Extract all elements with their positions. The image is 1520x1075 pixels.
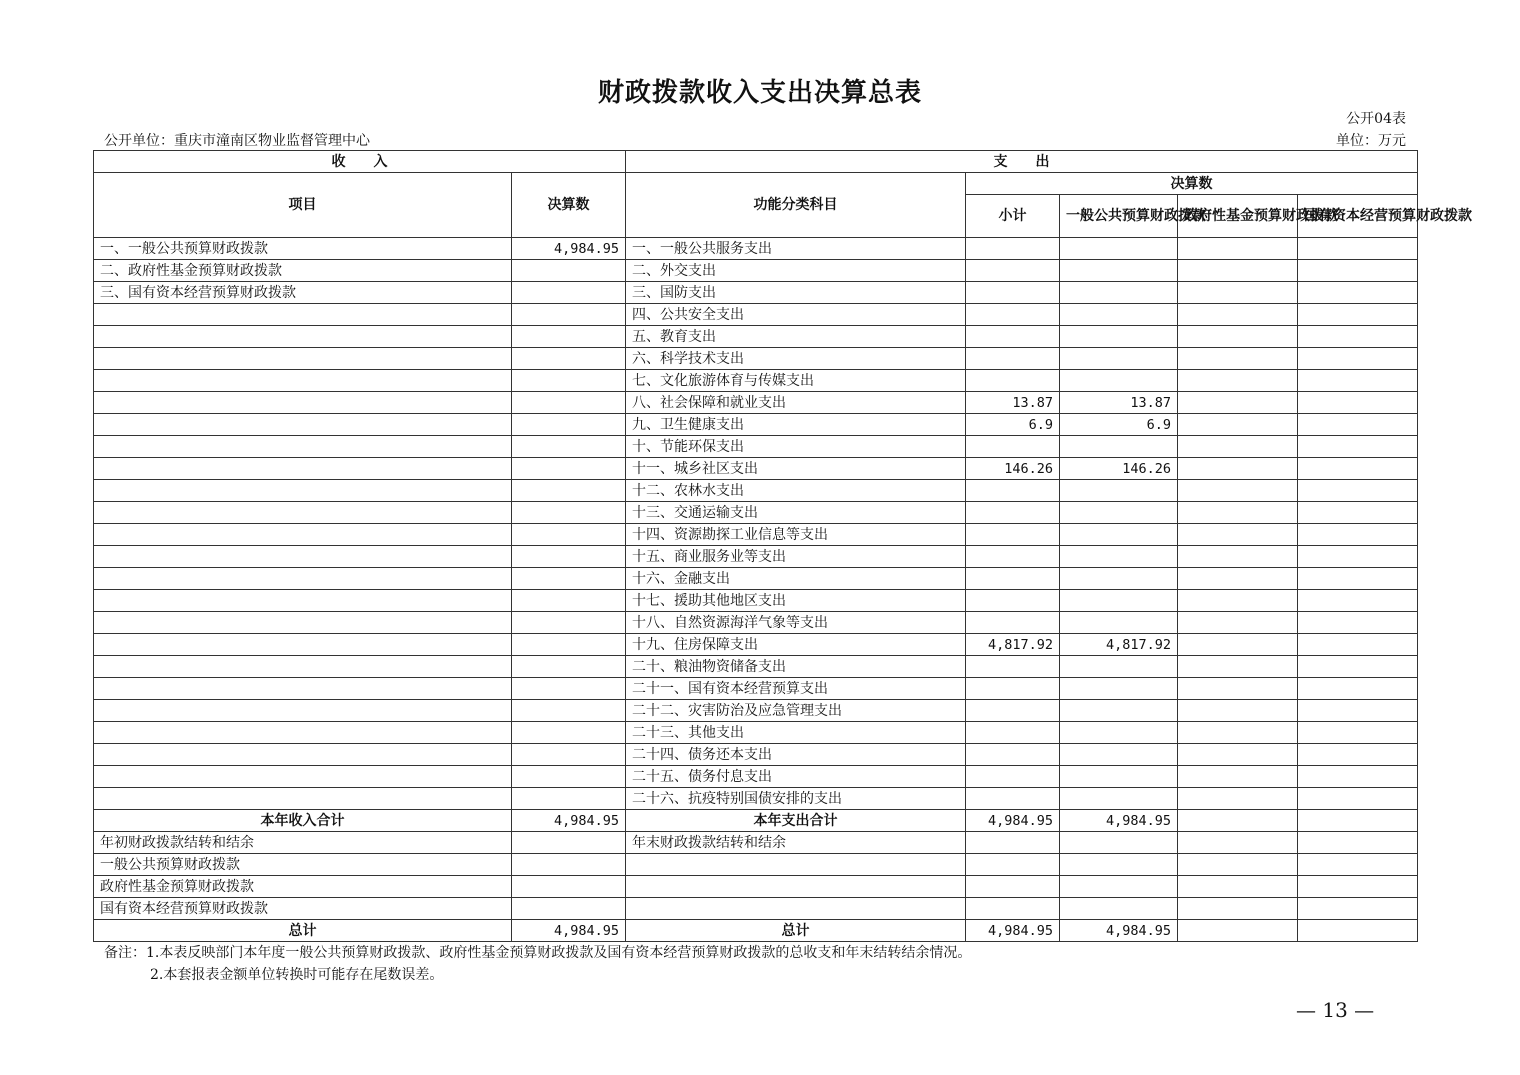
subtotal-value bbox=[966, 722, 1060, 744]
carryover-row bbox=[94, 832, 1418, 854]
amount-header: 决算数 bbox=[512, 173, 626, 238]
income-amount bbox=[512, 458, 626, 480]
function-item: 二十、粮油物资储备支出 bbox=[626, 656, 966, 678]
subtotal-value bbox=[966, 678, 1060, 700]
carryover-function-item: 年末财政拨款结转和结余 bbox=[626, 832, 966, 854]
fund-value bbox=[1178, 260, 1298, 282]
function-item: 十八、自然资源海洋气象等支出 bbox=[626, 612, 966, 634]
carryover-state bbox=[1298, 854, 1418, 876]
header-row-2 bbox=[94, 173, 1418, 195]
carryover-fund bbox=[1178, 898, 1298, 920]
fund-value bbox=[1178, 568, 1298, 590]
carryover-function-item bbox=[626, 854, 966, 876]
income-item bbox=[94, 590, 512, 612]
function-item: 二十一、国有资本经营预算支出 bbox=[626, 678, 966, 700]
income-amount bbox=[512, 612, 626, 634]
income-item bbox=[94, 678, 512, 700]
table-row bbox=[94, 458, 1418, 480]
table-row bbox=[94, 590, 1418, 612]
income-item bbox=[94, 700, 512, 722]
subtotal-header: 小计 bbox=[966, 195, 1060, 238]
state-value bbox=[1298, 678, 1418, 700]
income-item bbox=[94, 414, 512, 436]
table-row bbox=[94, 612, 1418, 634]
fund-value bbox=[1178, 524, 1298, 546]
subtotal-value bbox=[966, 546, 1060, 568]
fund-value bbox=[1178, 590, 1298, 612]
fund-value bbox=[1178, 370, 1298, 392]
state-value bbox=[1298, 238, 1418, 260]
income-amount bbox=[512, 282, 626, 304]
table-row bbox=[94, 700, 1418, 722]
fund-value bbox=[1178, 480, 1298, 502]
general-value bbox=[1060, 524, 1178, 546]
income-item bbox=[94, 436, 512, 458]
carryover-income-item: 年初财政拨款结转和结余 bbox=[94, 832, 512, 854]
income-item bbox=[94, 612, 512, 634]
fund-value bbox=[1178, 722, 1298, 744]
general-value bbox=[1060, 260, 1178, 282]
carryover-fund bbox=[1178, 854, 1298, 876]
general-total: 4,984.95 bbox=[1060, 810, 1178, 832]
carryover-state bbox=[1298, 876, 1418, 898]
income-amount bbox=[512, 590, 626, 612]
income-amount bbox=[512, 634, 626, 656]
subtotal-value bbox=[966, 656, 1060, 678]
state-value bbox=[1298, 458, 1418, 480]
state-value bbox=[1298, 304, 1418, 326]
year-total-row bbox=[94, 810, 1418, 832]
fund-value bbox=[1178, 700, 1298, 722]
fund-budget-header: 政府性基金预算财政拨款 bbox=[1178, 195, 1298, 238]
function-item: 六、科学技术支出 bbox=[626, 348, 966, 370]
fund-value bbox=[1178, 458, 1298, 480]
income-amount: 4,984.95 bbox=[512, 238, 626, 260]
notes bbox=[104, 942, 971, 986]
income-item bbox=[94, 304, 512, 326]
fund-value bbox=[1178, 502, 1298, 524]
fund-value bbox=[1178, 546, 1298, 568]
carryover-state bbox=[1298, 832, 1418, 854]
carryover-row bbox=[94, 898, 1418, 920]
fund-value bbox=[1178, 392, 1298, 414]
general-value bbox=[1060, 326, 1178, 348]
income-item bbox=[94, 722, 512, 744]
income-item bbox=[94, 458, 512, 480]
general-value: 146.26 bbox=[1060, 458, 1178, 480]
grand-total-row bbox=[94, 920, 1418, 942]
form-number: 公开04表 bbox=[1346, 111, 1406, 127]
general-value bbox=[1060, 656, 1178, 678]
carryover-income-item: 一般公共预算财政拨款 bbox=[94, 854, 512, 876]
income-amount bbox=[512, 326, 626, 348]
function-item: 十五、商业服务业等支出 bbox=[626, 546, 966, 568]
table-row bbox=[94, 304, 1418, 326]
fund-value bbox=[1178, 238, 1298, 260]
fund-value bbox=[1178, 304, 1298, 326]
function-item: 一、一般公共服务支出 bbox=[626, 238, 966, 260]
table-row bbox=[94, 238, 1418, 260]
state-value bbox=[1298, 436, 1418, 458]
income-item bbox=[94, 370, 512, 392]
general-value bbox=[1060, 766, 1178, 788]
state-total bbox=[1298, 920, 1418, 942]
function-item: 八、社会保障和就业支出 bbox=[626, 392, 966, 414]
fund-value bbox=[1178, 436, 1298, 458]
table-row bbox=[94, 656, 1418, 678]
subtotal-value bbox=[966, 282, 1060, 304]
state-total bbox=[1298, 810, 1418, 832]
income-amount bbox=[512, 700, 626, 722]
carryover-row bbox=[94, 854, 1418, 876]
general-value bbox=[1060, 480, 1178, 502]
income-total-label: 本年收入合计 bbox=[94, 810, 512, 832]
income-amount bbox=[512, 678, 626, 700]
state-value bbox=[1298, 348, 1418, 370]
carryover-row bbox=[94, 876, 1418, 898]
carryover-subtotal bbox=[966, 854, 1060, 876]
general-value bbox=[1060, 502, 1178, 524]
function-item: 三、国防支出 bbox=[626, 282, 966, 304]
subtotal-value bbox=[966, 788, 1060, 810]
fund-value bbox=[1178, 326, 1298, 348]
function-item: 二十五、债务付息支出 bbox=[626, 766, 966, 788]
table-row bbox=[94, 524, 1418, 546]
income-item bbox=[94, 744, 512, 766]
carryover-income-amount bbox=[512, 832, 626, 854]
general-value bbox=[1060, 238, 1178, 260]
function-item: 十九、住房保障支出 bbox=[626, 634, 966, 656]
income-amount bbox=[512, 722, 626, 744]
expense-total-label: 本年支出合计 bbox=[626, 810, 966, 832]
income-amount bbox=[512, 546, 626, 568]
function-item: 七、文化旅游体育与传媒支出 bbox=[626, 370, 966, 392]
subtotal-value bbox=[966, 480, 1060, 502]
general-value bbox=[1060, 568, 1178, 590]
general-value bbox=[1060, 436, 1178, 458]
income-item: 三、国有资本经营预算财政拨款 bbox=[94, 282, 512, 304]
general-value: 13.87 bbox=[1060, 392, 1178, 414]
income-item bbox=[94, 480, 512, 502]
budget-table bbox=[93, 150, 1472, 942]
state-value bbox=[1298, 744, 1418, 766]
function-item: 十四、资源勘探工业信息等支出 bbox=[626, 524, 966, 546]
table-row bbox=[94, 370, 1418, 392]
subtotal-total: 4,984.95 bbox=[966, 810, 1060, 832]
table-row bbox=[94, 722, 1418, 744]
carryover-income-amount bbox=[512, 854, 626, 876]
carryover-subtotal bbox=[966, 876, 1060, 898]
table-row bbox=[94, 326, 1418, 348]
subtotal-value bbox=[966, 436, 1060, 458]
function-item: 十三、交通运输支出 bbox=[626, 502, 966, 524]
subtotal-total: 4,984.95 bbox=[966, 920, 1060, 942]
carryover-fund bbox=[1178, 832, 1298, 854]
income-amount bbox=[512, 502, 626, 524]
fund-total bbox=[1178, 920, 1298, 942]
function-item: 九、卫生健康支出 bbox=[626, 414, 966, 436]
note-1: 备注：1.本表反映部门本年度一般公共预算财政拨款、政府性基金预算财政拨款及国有资本经营预算财政拨款的总收支和年末结转结余情况。 bbox=[104, 945, 972, 961]
income-item bbox=[94, 766, 512, 788]
income-amount bbox=[512, 414, 626, 436]
table-row bbox=[94, 436, 1418, 458]
table-row bbox=[94, 414, 1418, 436]
income-item bbox=[94, 788, 512, 810]
income-item bbox=[94, 634, 512, 656]
general-value bbox=[1060, 678, 1178, 700]
function-item: 二十二、灾害防治及应急管理支出 bbox=[626, 700, 966, 722]
state-value bbox=[1298, 766, 1418, 788]
general-value bbox=[1060, 370, 1178, 392]
income-item bbox=[94, 348, 512, 370]
function-item: 二十三、其他支出 bbox=[626, 722, 966, 744]
income-item bbox=[94, 392, 512, 414]
carryover-general bbox=[1060, 898, 1178, 920]
state-value bbox=[1298, 282, 1418, 304]
state-value bbox=[1298, 612, 1418, 634]
table-row bbox=[94, 260, 1418, 282]
state-value bbox=[1298, 326, 1418, 348]
income-item bbox=[94, 546, 512, 568]
state-value bbox=[1298, 634, 1418, 656]
state-value bbox=[1298, 656, 1418, 678]
general-total: 4,984.95 bbox=[1060, 920, 1178, 942]
function-item: 五、教育支出 bbox=[626, 326, 966, 348]
income-amount bbox=[512, 348, 626, 370]
carryover-general bbox=[1060, 854, 1178, 876]
state-value bbox=[1298, 370, 1418, 392]
income-amount bbox=[512, 788, 626, 810]
carryover-income-item: 政府性基金预算财政拨款 bbox=[94, 876, 512, 898]
table-row bbox=[94, 546, 1418, 568]
function-header: 功能分类科目 bbox=[626, 173, 966, 238]
income-total-label: 总计 bbox=[94, 920, 512, 942]
state-value bbox=[1298, 524, 1418, 546]
table-row bbox=[94, 744, 1418, 766]
expense-total-label: 总计 bbox=[626, 920, 966, 942]
currency-unit: 单位：万元 bbox=[1336, 133, 1406, 149]
general-value: 6.9 bbox=[1060, 414, 1178, 436]
fund-value bbox=[1178, 656, 1298, 678]
table-row bbox=[94, 568, 1418, 590]
state-value bbox=[1298, 700, 1418, 722]
table-row bbox=[94, 348, 1418, 370]
income-item bbox=[94, 524, 512, 546]
subtotal-value bbox=[966, 700, 1060, 722]
fund-value bbox=[1178, 348, 1298, 370]
fund-value bbox=[1178, 678, 1298, 700]
subtotal-value bbox=[966, 326, 1060, 348]
item-header: 项目 bbox=[94, 173, 512, 238]
fund-value bbox=[1178, 414, 1298, 436]
expense-header: 支 出 bbox=[626, 151, 1418, 173]
fund-value bbox=[1178, 766, 1298, 788]
table-row bbox=[94, 788, 1418, 810]
income-amount bbox=[512, 436, 626, 458]
table-row bbox=[94, 766, 1418, 788]
subtotal-value bbox=[966, 744, 1060, 766]
state-value bbox=[1298, 392, 1418, 414]
function-item: 四、公共安全支出 bbox=[626, 304, 966, 326]
fund-value bbox=[1178, 282, 1298, 304]
income-amount bbox=[512, 304, 626, 326]
state-capital-header: 国有资本经营预算财政拨款 bbox=[1298, 195, 1418, 238]
general-value bbox=[1060, 546, 1178, 568]
page-number: — 13 — bbox=[1296, 998, 1375, 1022]
subtotal-value bbox=[966, 502, 1060, 524]
carryover-function-item bbox=[626, 876, 966, 898]
income-amount bbox=[512, 744, 626, 766]
income-item: 二、政府性基金预算财政拨款 bbox=[94, 260, 512, 282]
fund-total bbox=[1178, 810, 1298, 832]
header-row-1 bbox=[94, 151, 1418, 173]
state-value bbox=[1298, 414, 1418, 436]
final-amount-header: 决算数 bbox=[966, 173, 1418, 195]
subtotal-value bbox=[966, 568, 1060, 590]
subtotal-value bbox=[966, 612, 1060, 634]
subtotal-value bbox=[966, 590, 1060, 612]
state-value bbox=[1298, 568, 1418, 590]
function-item: 二十六、抗疫特别国债安排的支出 bbox=[626, 788, 966, 810]
subtotal-value bbox=[966, 766, 1060, 788]
carryover-fund bbox=[1178, 876, 1298, 898]
subtotal-value: 13.87 bbox=[966, 392, 1060, 414]
state-value bbox=[1298, 788, 1418, 810]
carryover-income-amount bbox=[512, 898, 626, 920]
general-value bbox=[1060, 744, 1178, 766]
subtotal-value: 6.9 bbox=[966, 414, 1060, 436]
table-row bbox=[94, 502, 1418, 524]
income-item bbox=[94, 326, 512, 348]
subtotal-value: 4,817.92 bbox=[966, 634, 1060, 656]
subtotal-value bbox=[966, 524, 1060, 546]
state-value bbox=[1298, 590, 1418, 612]
fund-value bbox=[1178, 744, 1298, 766]
state-value bbox=[1298, 722, 1418, 744]
reporting-unit: 公开单位：重庆市潼南区物业监督管理中心 bbox=[104, 133, 370, 149]
function-item: 十一、城乡社区支出 bbox=[626, 458, 966, 480]
subtotal-value bbox=[966, 348, 1060, 370]
state-value bbox=[1298, 502, 1418, 524]
general-value bbox=[1060, 282, 1178, 304]
general-value bbox=[1060, 722, 1178, 744]
income-amount bbox=[512, 656, 626, 678]
carryover-subtotal bbox=[966, 832, 1060, 854]
income-amount bbox=[512, 766, 626, 788]
carryover-general bbox=[1060, 876, 1178, 898]
general-value bbox=[1060, 612, 1178, 634]
fund-value bbox=[1178, 612, 1298, 634]
table-row bbox=[94, 282, 1418, 304]
income-amount bbox=[512, 370, 626, 392]
income-item bbox=[94, 568, 512, 590]
income-item bbox=[94, 656, 512, 678]
subtotal-value bbox=[966, 370, 1060, 392]
general-budget-header: 一般公共预算财政拨款 bbox=[1060, 195, 1178, 238]
carryover-general bbox=[1060, 832, 1178, 854]
table-row bbox=[94, 634, 1418, 656]
income-total-amount: 4,984.95 bbox=[512, 920, 626, 942]
note-2: 2.本套报表金额单位转换时可能存在尾数误差。 bbox=[150, 967, 444, 983]
table-row bbox=[94, 678, 1418, 700]
state-value bbox=[1298, 546, 1418, 568]
general-value: 4,817.92 bbox=[1060, 634, 1178, 656]
function-item: 十七、援助其他地区支出 bbox=[626, 590, 966, 612]
income-amount bbox=[512, 392, 626, 414]
subtotal-value bbox=[966, 260, 1060, 282]
carryover-subtotal bbox=[966, 898, 1060, 920]
subtotal-value: 146.26 bbox=[966, 458, 1060, 480]
income-amount bbox=[512, 568, 626, 590]
income-amount bbox=[512, 524, 626, 546]
function-item: 十二、农林水支出 bbox=[626, 480, 966, 502]
function-item: 十、节能环保支出 bbox=[626, 436, 966, 458]
carryover-function-item bbox=[626, 898, 966, 920]
income-amount bbox=[512, 260, 626, 282]
fund-value bbox=[1178, 788, 1298, 810]
subtotal-value bbox=[966, 304, 1060, 326]
carryover-income-item: 国有资本经营预算财政拨款 bbox=[94, 898, 512, 920]
subtotal-value bbox=[966, 238, 1060, 260]
fund-value bbox=[1178, 634, 1298, 656]
function-item: 十六、金融支出 bbox=[626, 568, 966, 590]
general-value bbox=[1060, 700, 1178, 722]
carryover-income-amount bbox=[512, 876, 626, 898]
table-row bbox=[94, 392, 1418, 414]
general-value bbox=[1060, 348, 1178, 370]
state-value bbox=[1298, 260, 1418, 282]
general-value bbox=[1060, 304, 1178, 326]
income-total-amount: 4,984.95 bbox=[512, 810, 626, 832]
table-row bbox=[94, 480, 1418, 502]
function-item: 二、外交支出 bbox=[626, 260, 966, 282]
income-amount bbox=[512, 480, 626, 502]
page-title: 财政拨款收入支出决算总表 bbox=[597, 78, 922, 108]
income-item: 一、一般公共预算财政拨款 bbox=[94, 238, 512, 260]
income-item bbox=[94, 502, 512, 524]
carryover-state bbox=[1298, 898, 1418, 920]
general-value bbox=[1060, 590, 1178, 612]
state-value bbox=[1298, 480, 1418, 502]
general-value bbox=[1060, 788, 1178, 810]
income-header: 收 入 bbox=[94, 151, 626, 173]
function-item: 二十四、债务还本支出 bbox=[626, 744, 966, 766]
